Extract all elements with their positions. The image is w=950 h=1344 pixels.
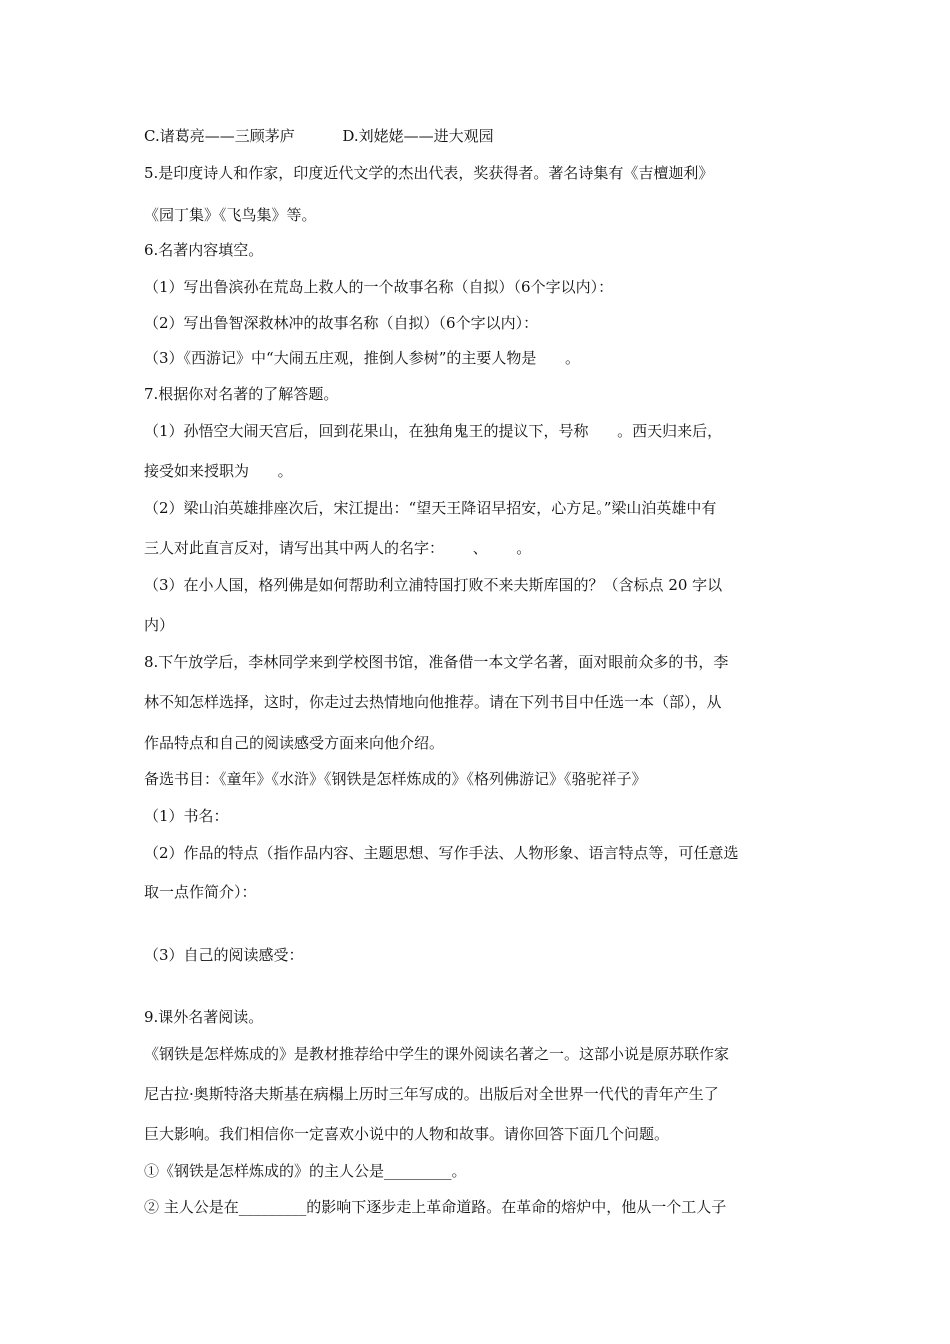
text-line: 接受如来授职为 。 bbox=[144, 462, 293, 480]
text-line: 9.课外名著阅读。 bbox=[144, 1008, 264, 1026]
text-line: 内） bbox=[144, 616, 175, 634]
text-line: 8.下午放学后，李林同学来到学校图书馆，准备借一本文学名著，面对眼前众多的书，李 bbox=[144, 653, 729, 671]
text-line: （1）孙悟空大闹天宫后，回到花果山，在独角鬼王的提议下，号称 。西天归来后， bbox=[144, 422, 723, 440]
text-line: （2）作品的特点（指作品内容、主题思想、写作手法、人物形象、语言特点等，可任意选 bbox=[144, 844, 739, 862]
text-line: 巨大影响。我们相信你一定喜欢小说中的人物和故事。请你回答下面几个问题。 bbox=[144, 1125, 670, 1143]
text-line: 6.名著内容填空。 bbox=[144, 241, 264, 259]
text-line: ② 主人公是在_________的影响下逐步走上革命道路。在革命的熔炉中，他从一个工人子 bbox=[144, 1198, 727, 1216]
text-line: 5.是印度诗人和作家，印度近代文学的杰出代表，奖获得者。著名诗集有《吉檀迦利》 bbox=[144, 164, 714, 182]
text-line: （2）写出鲁智深救林冲的故事名称（自拟）（6个字以内）： bbox=[144, 314, 539, 332]
text-line: 《钢铁是怎样炼成的》是教材推荐给中学生的课外阅读名著之一。这部小说是原苏联作家 bbox=[144, 1045, 730, 1063]
text-line: ①《钢铁是怎样炼成的》的主人公是_________。 bbox=[144, 1162, 467, 1180]
text-line: 《园丁集》《飞鸟集》等。 bbox=[144, 206, 317, 224]
text-line: 尼古拉·奥斯特洛夫斯基在病榻上历时三年写成的。出版后对全世界一代代的青年产生了 bbox=[144, 1085, 719, 1103]
text-line: 7.根据你对名著的了解答题。 bbox=[144, 385, 339, 403]
text-line: 三人对此直言反对，请写出其中两人的名字： 、 。 bbox=[144, 539, 532, 557]
text-line: （3）《西游记》中“大闹五庄观，推倒人参树”的主要人物是 。 bbox=[144, 349, 580, 367]
text-line: C.诸葛亮——三顾茅庐 D.刘姥姥——进大观园 bbox=[144, 127, 494, 145]
text-line: （3）自己的阅读感受： bbox=[144, 946, 304, 964]
text-line: （2）梁山泊英雄排座次后，宋江提出：“望天王降诏早招安，心方足。”梁山泊英雄中有 bbox=[144, 499, 717, 517]
text-line: 作品特点和自己的阅读感受方面来向他介绍。 bbox=[144, 734, 445, 752]
text-line: （1）书名： bbox=[144, 807, 229, 825]
text-line: （3）在小人国，格列佛是如何帮助利立浦特国打败不来夫斯库国的？（含标点 20 字以 bbox=[144, 576, 723, 594]
text-line: （1）写出鲁滨孙在荒岛上救人的一个故事名称（自拟）（6个字以内）： bbox=[144, 278, 614, 296]
text-line: 取一点作简介）： bbox=[144, 883, 257, 901]
text-line: 备选书目：《童年》《水浒》《钢铁是怎样炼成的》《格列佛游记》《骆驼祥子》 bbox=[144, 770, 647, 788]
text-line: 林不知怎样选择，这时，你走过去热情地向他推荐。请在下列书目中任选一本（部），从 bbox=[144, 693, 722, 711]
